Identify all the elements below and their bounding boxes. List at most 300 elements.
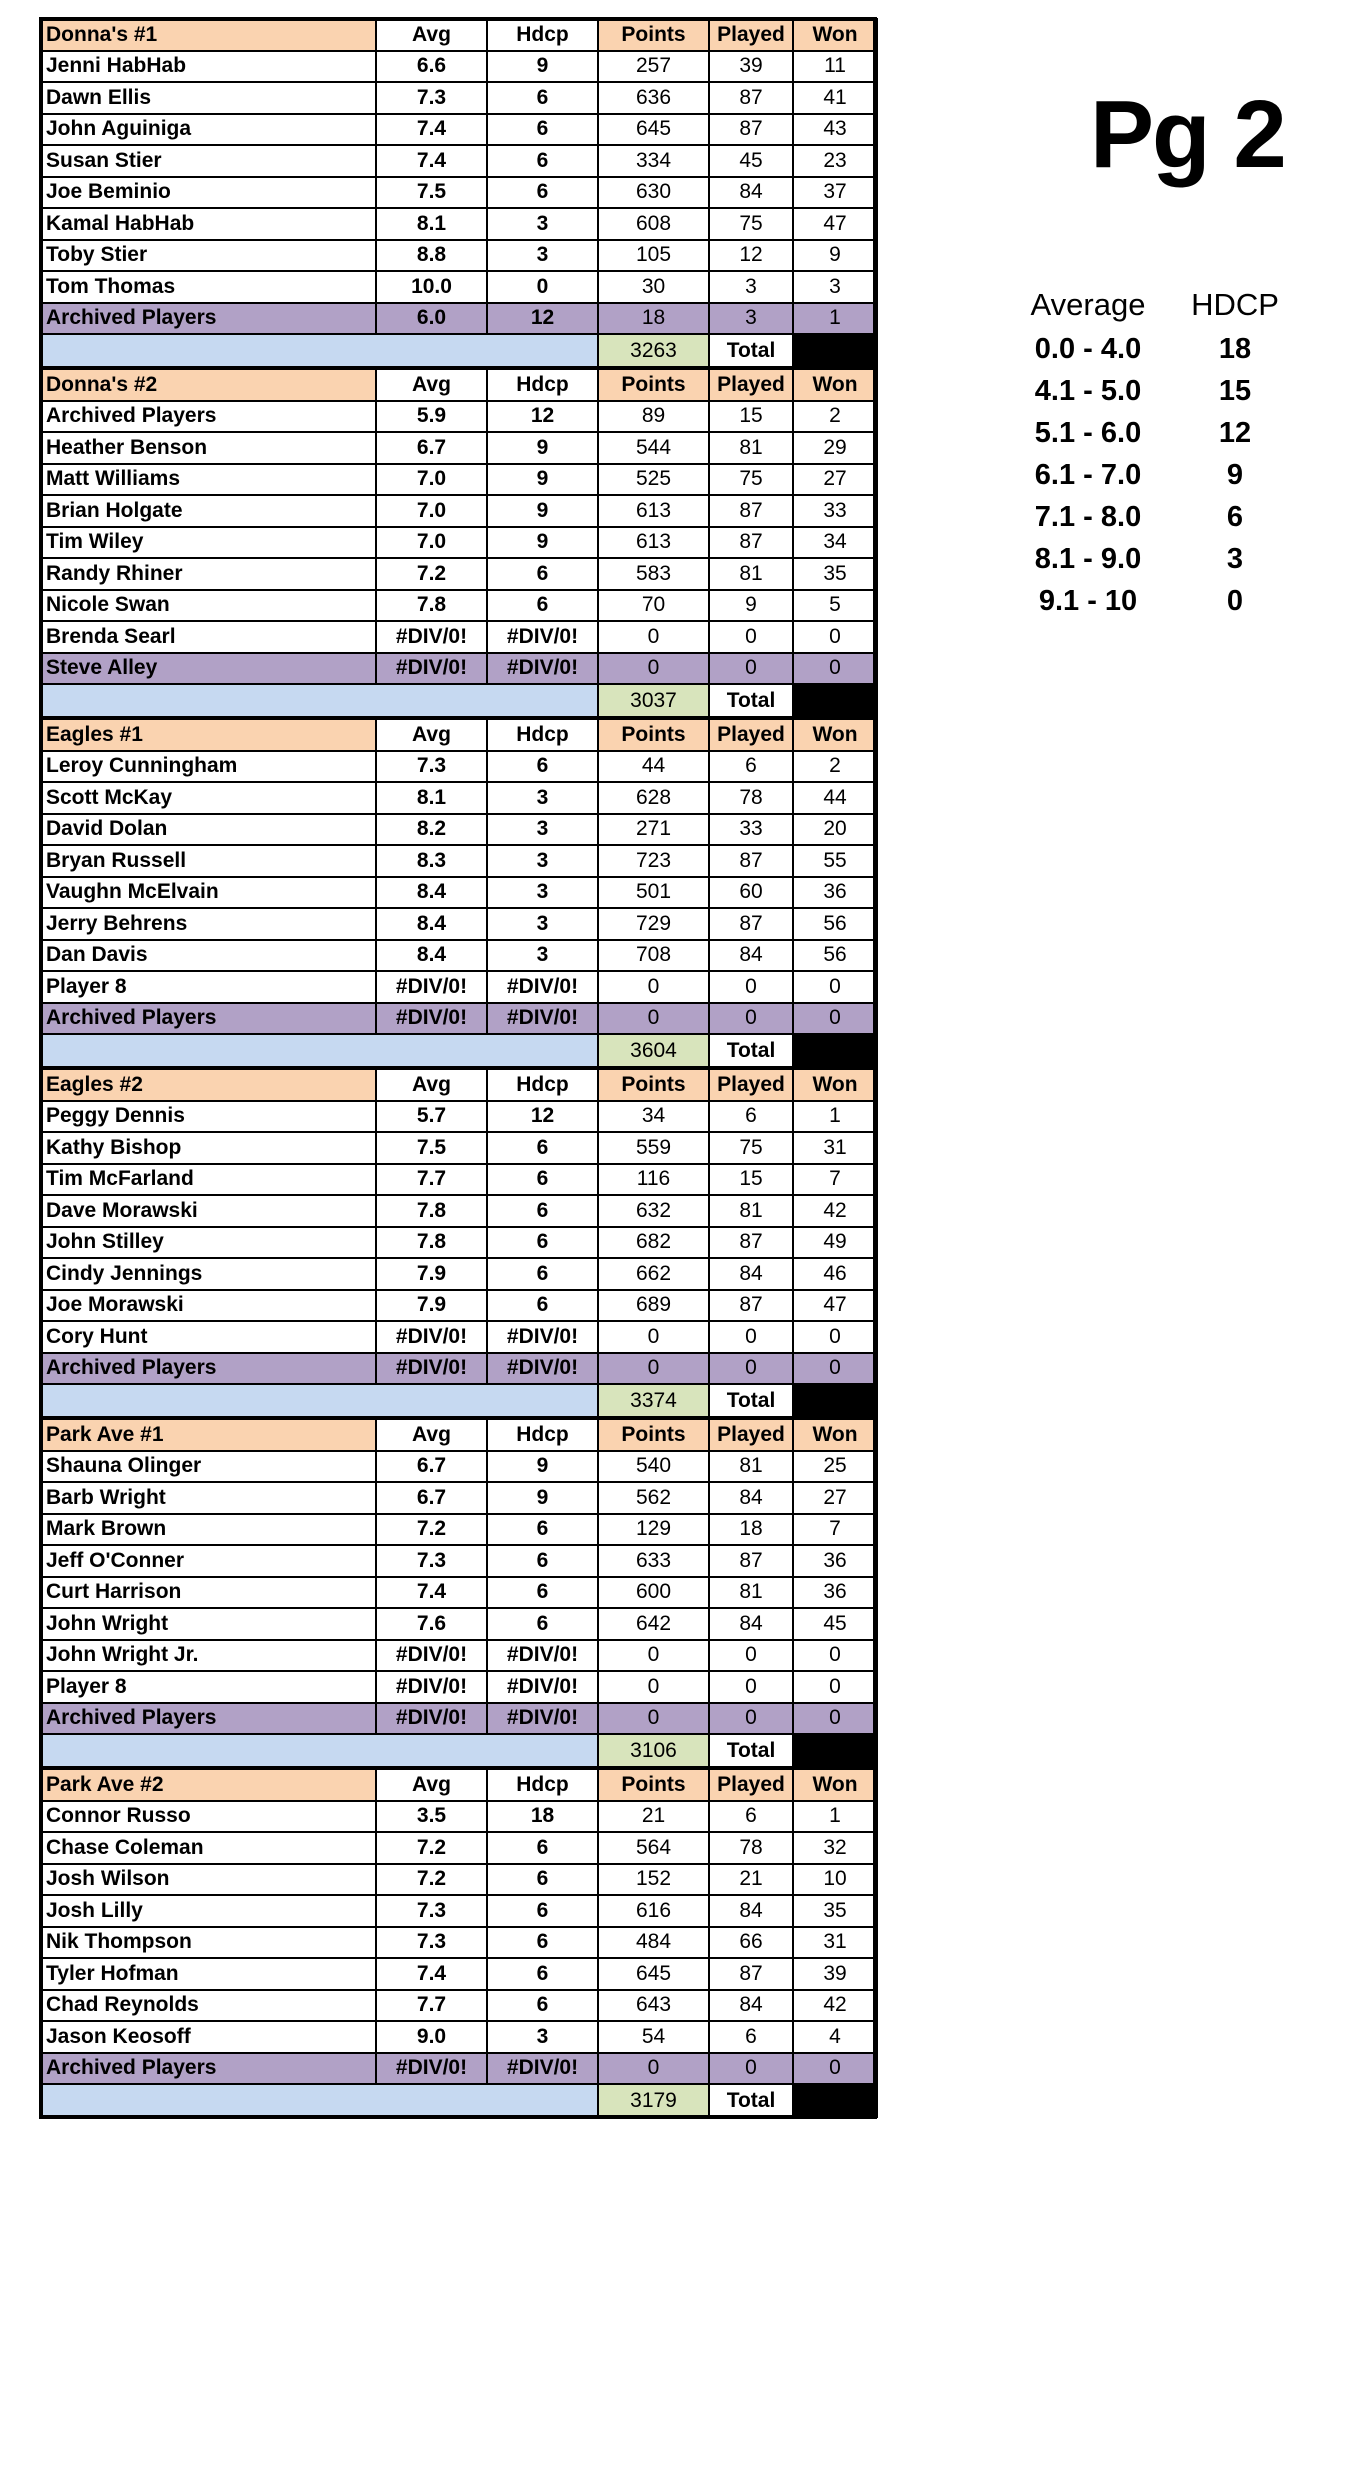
player-played: 0 xyxy=(709,653,793,685)
player-avg: #DIV/0! xyxy=(376,2053,487,2085)
legend-range: 9.1 - 10 xyxy=(1038,584,1138,617)
player-hdcp: 3 xyxy=(487,2021,598,2053)
player-row xyxy=(41,1290,877,1322)
player-won: 0 xyxy=(793,1321,877,1353)
player-avg: 6.6 xyxy=(376,51,487,83)
total-spacer xyxy=(41,1384,598,1417)
player-points: 628 xyxy=(598,782,709,814)
team-table xyxy=(40,718,878,1068)
won-header: Won xyxy=(793,1069,877,1101)
team-total-row xyxy=(41,334,877,367)
player-row xyxy=(41,1321,877,1353)
player-won: 7 xyxy=(793,1164,877,1196)
player-won: 27 xyxy=(793,464,877,496)
team-table xyxy=(40,1068,878,1418)
player-won: 46 xyxy=(793,1258,877,1290)
player-played: 87 xyxy=(709,1290,793,1322)
legend-row xyxy=(1008,538,1290,580)
player-points: 0 xyxy=(598,1321,709,1353)
team-total-row xyxy=(41,2084,877,2117)
player-played: 6 xyxy=(709,2021,793,2053)
player-points: 616 xyxy=(598,1895,709,1927)
player-points: 116 xyxy=(598,1164,709,1196)
played-header: Played xyxy=(709,1069,793,1101)
player-hdcp: 3 xyxy=(487,877,598,909)
player-avg: 5.7 xyxy=(376,1101,487,1133)
player-won: 44 xyxy=(793,782,877,814)
team-total-row xyxy=(41,1384,877,1417)
player-avg: #DIV/0! xyxy=(376,1321,487,1353)
player-won: 41 xyxy=(793,82,877,114)
player-avg: #DIV/0! xyxy=(376,971,487,1003)
player-avg: 7.8 xyxy=(376,1227,487,1259)
player-played: 39 xyxy=(709,51,793,83)
team-total-row xyxy=(41,1034,877,1067)
player-hdcp: 6 xyxy=(487,590,598,622)
player-played: 0 xyxy=(709,1640,793,1672)
player-row xyxy=(41,1258,877,1290)
player-name: Joe Beminio xyxy=(41,177,376,209)
player-played: 60 xyxy=(709,877,793,909)
player-played: 84 xyxy=(709,1895,793,1927)
player-hdcp: 9 xyxy=(487,1451,598,1483)
player-won: 11 xyxy=(793,51,877,83)
player-played: 87 xyxy=(709,1227,793,1259)
player-row xyxy=(41,908,877,940)
player-won: 35 xyxy=(793,558,877,590)
player-points: 0 xyxy=(598,653,709,685)
player-hdcp: #DIV/0! xyxy=(487,653,598,685)
player-avg: 7.4 xyxy=(376,1958,487,1990)
player-points: 643 xyxy=(598,1990,709,2022)
player-name: Matt Williams xyxy=(41,464,376,496)
legend-header-hdcp: HDCP xyxy=(1191,287,1279,322)
player-points: 682 xyxy=(598,1227,709,1259)
player-row xyxy=(41,1353,877,1385)
total-black-cell xyxy=(793,2084,877,2117)
player-hdcp: #DIV/0! xyxy=(487,2053,598,2085)
player-name: Cindy Jennings xyxy=(41,1258,376,1290)
player-played: 75 xyxy=(709,464,793,496)
played-header: Played xyxy=(709,369,793,401)
player-avg: 7.4 xyxy=(376,114,487,146)
player-name: Archived Players xyxy=(41,303,376,335)
legend-row xyxy=(1008,328,1290,370)
player-hdcp: 6 xyxy=(487,1227,598,1259)
player-name: Joe Morawski xyxy=(41,1290,376,1322)
won-header: Won xyxy=(793,1419,877,1451)
team-name: Eagles #1 xyxy=(41,719,376,751)
legend-hdcp: 9 xyxy=(1226,458,1244,491)
total-label: Total xyxy=(709,1384,793,1417)
player-played: 87 xyxy=(709,82,793,114)
player-row xyxy=(41,845,877,877)
player-played: 3 xyxy=(709,303,793,335)
player-won: 5 xyxy=(793,590,877,622)
player-played: 81 xyxy=(709,1577,793,1609)
avg-header: Avg xyxy=(376,19,487,51)
player-played: 33 xyxy=(709,814,793,846)
player-name: John Aguiniga xyxy=(41,114,376,146)
team-table xyxy=(40,18,878,368)
total-label: Total xyxy=(709,684,793,717)
total-black-cell xyxy=(793,334,877,367)
total-label: Total xyxy=(709,2084,793,2117)
player-won: 0 xyxy=(793,1703,877,1735)
team-header-row xyxy=(41,1419,877,1451)
hdcp-header: Hdcp xyxy=(487,369,598,401)
player-avg: 7.6 xyxy=(376,1608,487,1640)
player-played: 84 xyxy=(709,1990,793,2022)
player-hdcp: #DIV/0! xyxy=(487,1321,598,1353)
legend-range: 7.1 - 8.0 xyxy=(1034,500,1142,533)
player-hdcp: 6 xyxy=(487,145,598,177)
legend-row xyxy=(1008,412,1290,454)
player-won: 31 xyxy=(793,1132,877,1164)
player-row xyxy=(41,1832,877,1864)
player-row xyxy=(41,271,877,303)
player-avg: 7.2 xyxy=(376,1514,487,1546)
player-avg: #DIV/0! xyxy=(376,1703,487,1735)
total-label: Total xyxy=(709,1734,793,1767)
player-avg: #DIV/0! xyxy=(376,1671,487,1703)
player-avg: 7.5 xyxy=(376,177,487,209)
player-points: 0 xyxy=(598,2053,709,2085)
player-row xyxy=(41,1671,877,1703)
player-name: Jeff O'Conner xyxy=(41,1545,376,1577)
player-won: 1 xyxy=(793,303,877,335)
player-row xyxy=(41,558,877,590)
team-total-points: 3106 xyxy=(598,1734,709,1767)
player-avg: 10.0 xyxy=(376,271,487,303)
avg-header: Avg xyxy=(376,1769,487,1801)
player-points: 105 xyxy=(598,240,709,272)
legend-hdcp: 6 xyxy=(1226,500,1244,533)
player-row xyxy=(41,145,877,177)
player-won: 7 xyxy=(793,1514,877,1546)
player-avg: 7.0 xyxy=(376,527,487,559)
player-avg: #DIV/0! xyxy=(376,653,487,685)
player-row xyxy=(41,1545,877,1577)
player-points: 334 xyxy=(598,145,709,177)
player-points: 645 xyxy=(598,1958,709,1990)
player-played: 87 xyxy=(709,1545,793,1577)
player-played: 81 xyxy=(709,432,793,464)
player-won: 55 xyxy=(793,845,877,877)
player-points: 613 xyxy=(598,495,709,527)
player-row xyxy=(41,1640,877,1672)
player-hdcp: 3 xyxy=(487,814,598,846)
team-total-points: 3179 xyxy=(598,2084,709,2117)
player-points: 484 xyxy=(598,1927,709,1959)
player-played: 75 xyxy=(709,208,793,240)
player-hdcp: #DIV/0! xyxy=(487,1671,598,1703)
player-hdcp: #DIV/0! xyxy=(487,971,598,1003)
player-won: 29 xyxy=(793,432,877,464)
player-hdcp: 6 xyxy=(487,1958,598,1990)
legend-hdcp: 12 xyxy=(1218,416,1252,449)
player-row xyxy=(41,1608,877,1640)
player-row xyxy=(41,1958,877,1990)
player-name: Archived Players xyxy=(41,1353,376,1385)
player-row xyxy=(41,1003,877,1035)
won-header: Won xyxy=(793,719,877,751)
player-row xyxy=(41,1895,877,1927)
player-name: Heather Benson xyxy=(41,432,376,464)
player-points: 583 xyxy=(598,558,709,590)
player-avg: 5.9 xyxy=(376,401,487,433)
player-won: 36 xyxy=(793,1577,877,1609)
player-row xyxy=(41,1927,877,1959)
player-hdcp: 6 xyxy=(487,558,598,590)
player-name: Dawn Ellis xyxy=(41,82,376,114)
player-won: 45 xyxy=(793,1608,877,1640)
player-won: 10 xyxy=(793,1864,877,1896)
player-avg: 6.0 xyxy=(376,303,487,335)
player-played: 66 xyxy=(709,1927,793,1959)
player-avg: 7.0 xyxy=(376,495,487,527)
player-name: Jenni HabHab xyxy=(41,51,376,83)
avg-header: Avg xyxy=(376,1069,487,1101)
player-points: 562 xyxy=(598,1482,709,1514)
player-played: 0 xyxy=(709,971,793,1003)
player-hdcp: 12 xyxy=(487,401,598,433)
total-label: Total xyxy=(709,334,793,367)
player-hdcp: 3 xyxy=(487,940,598,972)
player-won: 47 xyxy=(793,1290,877,1322)
player-row xyxy=(41,621,877,653)
player-row xyxy=(41,1164,877,1196)
player-points: 18 xyxy=(598,303,709,335)
player-won: 23 xyxy=(793,145,877,177)
player-hdcp: 6 xyxy=(487,1864,598,1896)
player-points: 0 xyxy=(598,1703,709,1735)
player-won: 31 xyxy=(793,1927,877,1959)
player-avg: 7.8 xyxy=(376,590,487,622)
player-avg: 8.2 xyxy=(376,814,487,846)
player-hdcp: 9 xyxy=(487,1482,598,1514)
player-won: 0 xyxy=(793,1640,877,1672)
player-hdcp: 6 xyxy=(487,1608,598,1640)
player-row xyxy=(41,82,877,114)
total-black-cell xyxy=(793,1384,877,1417)
player-played: 45 xyxy=(709,145,793,177)
player-points: 0 xyxy=(598,1640,709,1672)
player-won: 32 xyxy=(793,1832,877,1864)
player-played: 0 xyxy=(709,1353,793,1385)
player-row xyxy=(41,432,877,464)
player-avg: 8.4 xyxy=(376,908,487,940)
player-hdcp: #DIV/0! xyxy=(487,1640,598,1672)
total-spacer xyxy=(41,1734,598,1767)
player-hdcp: 6 xyxy=(487,1514,598,1546)
legend-row xyxy=(1008,496,1290,538)
played-header: Played xyxy=(709,1419,793,1451)
player-won: 0 xyxy=(793,1671,877,1703)
player-name: Curt Harrison xyxy=(41,1577,376,1609)
player-name: Archived Players xyxy=(41,1703,376,1735)
player-hdcp: 9 xyxy=(487,51,598,83)
player-won: 36 xyxy=(793,1545,877,1577)
player-points: 689 xyxy=(598,1290,709,1322)
team-header-row xyxy=(41,369,877,401)
team-name: Park Ave #1 xyxy=(41,1419,376,1451)
team-total-points: 3374 xyxy=(598,1384,709,1417)
hdcp-header: Hdcp xyxy=(487,19,598,51)
avg-header: Avg xyxy=(376,369,487,401)
player-points: 30 xyxy=(598,271,709,303)
player-avg: 7.7 xyxy=(376,1164,487,1196)
player-hdcp: 3 xyxy=(487,908,598,940)
player-played: 87 xyxy=(709,495,793,527)
team-total-points: 3604 xyxy=(598,1034,709,1067)
points-header: Points xyxy=(598,719,709,751)
player-played: 84 xyxy=(709,1482,793,1514)
player-avg: #DIV/0! xyxy=(376,1640,487,1672)
player-avg: 7.9 xyxy=(376,1290,487,1322)
team-table xyxy=(40,368,878,718)
player-hdcp: 9 xyxy=(487,495,598,527)
player-hdcp: 6 xyxy=(487,1990,598,2022)
player-points: 636 xyxy=(598,82,709,114)
player-avg: 8.8 xyxy=(376,240,487,272)
player-hdcp: #DIV/0! xyxy=(487,1003,598,1035)
player-points: 630 xyxy=(598,177,709,209)
player-hdcp: 3 xyxy=(487,782,598,814)
player-hdcp: 6 xyxy=(487,1895,598,1927)
player-points: 70 xyxy=(598,590,709,622)
player-points: 129 xyxy=(598,1514,709,1546)
player-hdcp: 6 xyxy=(487,1132,598,1164)
player-avg: 7.7 xyxy=(376,1990,487,2022)
team-total-points: 3037 xyxy=(598,684,709,717)
player-name: Connor Russo xyxy=(41,1801,376,1833)
player-played: 84 xyxy=(709,177,793,209)
team-name: Eagles #2 xyxy=(41,1069,376,1101)
player-row xyxy=(41,208,877,240)
player-won: 43 xyxy=(793,114,877,146)
player-played: 6 xyxy=(709,1101,793,1133)
points-header: Points xyxy=(598,1419,709,1451)
player-avg: 8.3 xyxy=(376,845,487,877)
player-points: 0 xyxy=(598,1003,709,1035)
player-row xyxy=(41,877,877,909)
player-points: 257 xyxy=(598,51,709,83)
player-played: 9 xyxy=(709,590,793,622)
player-row xyxy=(41,1451,877,1483)
player-name: Kamal HabHab xyxy=(41,208,376,240)
total-spacer xyxy=(41,684,598,717)
player-avg: 7.3 xyxy=(376,751,487,783)
played-header: Played xyxy=(709,19,793,51)
player-name: Cory Hunt xyxy=(41,1321,376,1353)
player-points: 540 xyxy=(598,1451,709,1483)
player-row xyxy=(41,240,877,272)
total-label: Total xyxy=(709,1034,793,1067)
player-won: 3 xyxy=(793,271,877,303)
player-hdcp: 6 xyxy=(487,1195,598,1227)
player-name: Peggy Dennis xyxy=(41,1101,376,1133)
player-played: 21 xyxy=(709,1864,793,1896)
player-won: 1 xyxy=(793,1101,877,1133)
player-row xyxy=(41,464,877,496)
player-played: 78 xyxy=(709,782,793,814)
player-played: 0 xyxy=(709,2053,793,2085)
player-name: Archived Players xyxy=(41,2053,376,2085)
player-played: 87 xyxy=(709,1958,793,1990)
player-row xyxy=(41,2053,877,2085)
player-points: 21 xyxy=(598,1801,709,1833)
player-name: Player 8 xyxy=(41,971,376,1003)
player-avg: 6.7 xyxy=(376,432,487,464)
player-avg: 7.3 xyxy=(376,82,487,114)
player-row xyxy=(41,814,877,846)
player-won: 39 xyxy=(793,1958,877,1990)
player-name: Susan Stier xyxy=(41,145,376,177)
hdcp-header: Hdcp xyxy=(487,1069,598,1101)
player-points: 0 xyxy=(598,1353,709,1385)
player-hdcp: 6 xyxy=(487,114,598,146)
player-points: 0 xyxy=(598,971,709,1003)
team-name: Donna's #2 xyxy=(41,369,376,401)
team-total-points: 3263 xyxy=(598,334,709,367)
player-hdcp: 9 xyxy=(487,527,598,559)
player-won: 56 xyxy=(793,908,877,940)
player-avg: 7.4 xyxy=(376,1577,487,1609)
player-points: 723 xyxy=(598,845,709,877)
team-header-row xyxy=(41,719,877,751)
hdcp-header: Hdcp xyxy=(487,1419,598,1451)
player-name: Josh Lilly xyxy=(41,1895,376,1927)
player-won: 27 xyxy=(793,1482,877,1514)
player-hdcp: 18 xyxy=(487,1801,598,1833)
player-name: Dave Morawski xyxy=(41,1195,376,1227)
page-label: Pg 2 xyxy=(1090,81,1285,188)
player-hdcp: 0 xyxy=(487,271,598,303)
player-hdcp: 12 xyxy=(487,303,598,335)
player-avg: 7.3 xyxy=(376,1545,487,1577)
total-spacer xyxy=(41,1034,598,1067)
player-hdcp: 12 xyxy=(487,1101,598,1133)
team-header-row xyxy=(41,1069,877,1101)
legend-row xyxy=(1008,580,1290,622)
player-name: Player 8 xyxy=(41,1671,376,1703)
legend-range: 5.1 - 6.0 xyxy=(1034,416,1142,449)
player-name: Jason Keosoff xyxy=(41,2021,376,2053)
player-avg: 7.2 xyxy=(376,1832,487,1864)
player-name: Tyler Hofman xyxy=(41,1958,376,1990)
total-spacer xyxy=(41,334,598,367)
player-row xyxy=(41,940,877,972)
player-played: 87 xyxy=(709,908,793,940)
team-name: Donna's #1 xyxy=(41,19,376,51)
player-played: 15 xyxy=(709,401,793,433)
player-points: 708 xyxy=(598,940,709,972)
player-row xyxy=(41,1514,877,1546)
player-name: Nik Thompson xyxy=(41,1927,376,1959)
player-avg: 8.4 xyxy=(376,877,487,909)
player-won: 34 xyxy=(793,527,877,559)
team-total-row xyxy=(41,1734,877,1767)
player-name: Vaughn McElvain xyxy=(41,877,376,909)
player-hdcp: 9 xyxy=(487,464,598,496)
handicap-legend xyxy=(1008,282,1290,622)
player-name: Jerry Behrens xyxy=(41,908,376,940)
player-played: 84 xyxy=(709,1258,793,1290)
player-played: 87 xyxy=(709,527,793,559)
player-name: Archived Players xyxy=(41,1003,376,1035)
player-points: 501 xyxy=(598,877,709,909)
